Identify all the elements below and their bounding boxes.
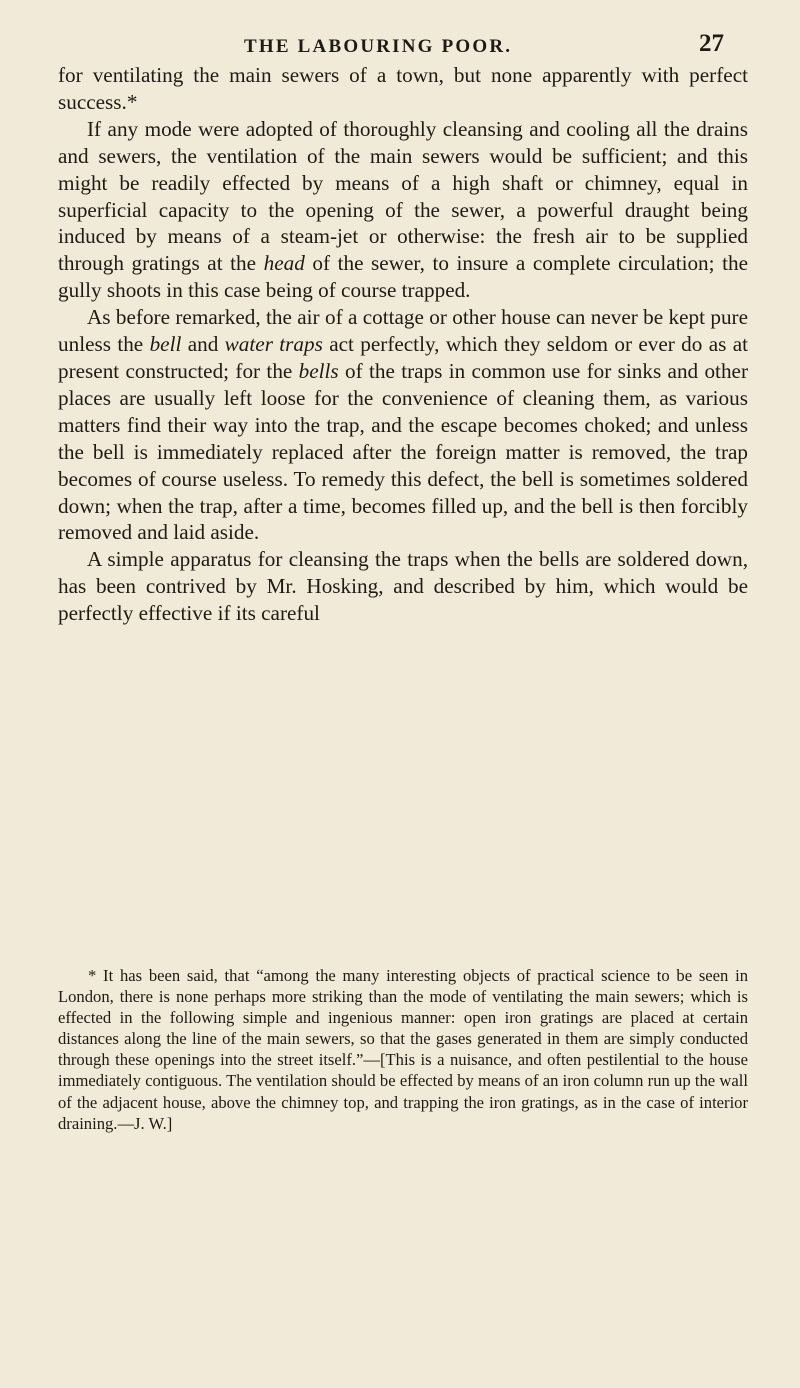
text-run: of the sewer, to insure a complete circulation; the gully shoots in this case being of course trapped.	[58, 251, 748, 303]
paragraph	[58, 546, 748, 627]
paragraph	[58, 62, 748, 116]
footnote-text: * It has been said, that “among the many interesting objects of practical science to be seen in London, there is none perhaps more striking than the mode of ventilating the main sewers; which is effected in the following simple and ingenious manner: open iron gratings are placed at certain distances along the line of the main sewers, so that the gases generated in them are simply conducted through these openings into the street itself.”—[This is a nuisance, and often pestilential to the house immediately contiguous. The ventilation should be effected by means of an iron column run up the wall of the adjacent house, above the chimney top, and trapping the iron gratings, as in the case of interior draining.—J. W.]	[58, 966, 748, 1133]
italic-term: water traps	[224, 332, 323, 357]
text-run: If any mode were adopted of thoroughly cleansing and cooling all the drains and sewers, the ventilation of the main sewers would be sufficient; and this might be readily effected by means of a high shaft or chimney, equal in superficial capacity to the opening of the sewer, a powerful draught being induced by means of a steam-jet or otherwise: the fresh air to be supplied through gratings at the	[58, 116, 748, 276]
text-run: for ventilating the main sewers of a town, but none apparently with perfect success.*	[58, 63, 748, 114]
text-run: and	[181, 332, 225, 357]
italic-term: bell	[149, 332, 182, 357]
text-run: As before remarked, the air of a cottage or other house can never be kept pure unless the	[58, 305, 748, 357]
text-run: act perfectly, which they seldom or ever do as at present constructed; for the	[58, 332, 749, 383]
italic-term: bells	[298, 358, 339, 383]
paragraph	[58, 116, 748, 304]
text-run: of the traps in common use for sinks and other places are usually left loose for the convenience of cleaning them, as various matters find their way into the trap, and the escape becomes choked; and unless the bell is immediately replaced after the foreign matter is removed, the trap becomes of course useless. To remedy this defect, the bell is sometimes soldered down; when the trap, after a time, becomes filled up, and the bell is then forcibly removed and laid aside.	[58, 358, 748, 545]
page-number: 27	[699, 30, 724, 57]
text-run: A simple apparatus for cleansing the traps when the bells are soldered down, has been contrived by Mr. Hosking, and described by him, which would be perfectly effective if its careful	[58, 547, 748, 626]
italic-term: head	[263, 251, 305, 276]
running-title: THE LABOURING POOR.	[244, 36, 513, 57]
paragraph	[58, 304, 748, 546]
footnote	[58, 965, 748, 1134]
body-text	[58, 62, 748, 627]
